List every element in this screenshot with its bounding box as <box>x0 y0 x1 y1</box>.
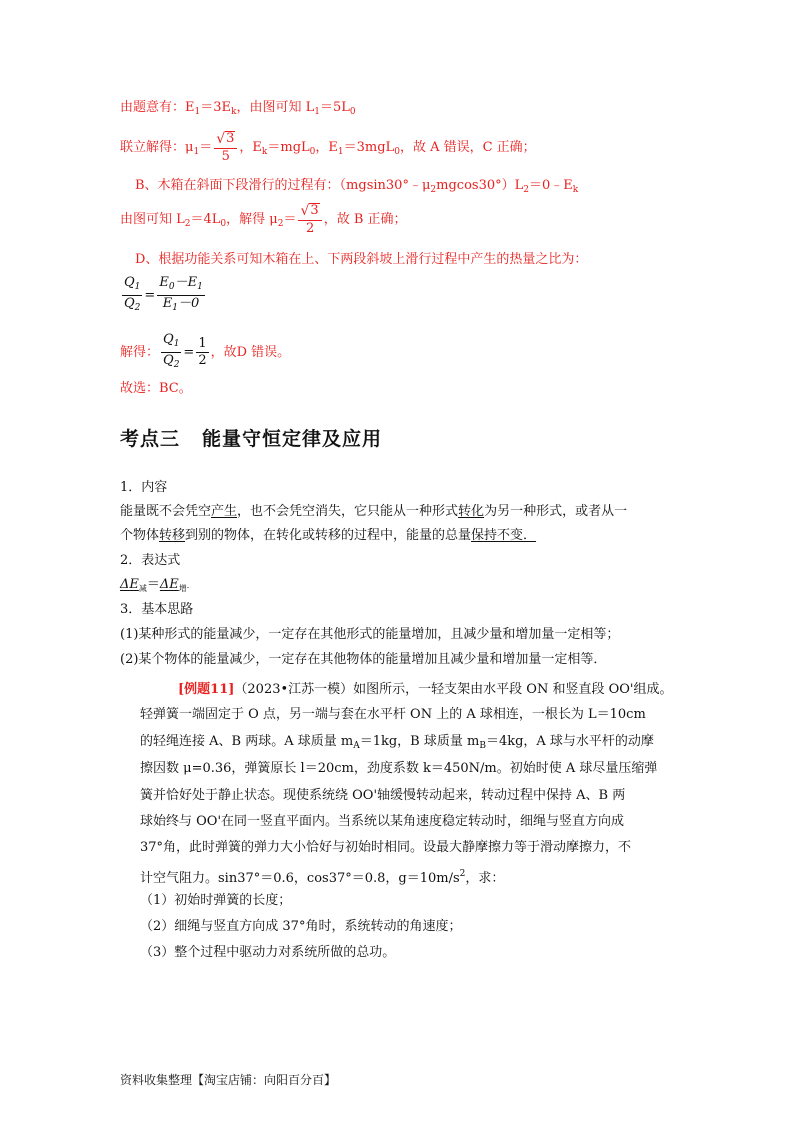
example-line-6: 球始终与 OO'在同一竖直平面内。当系统以某角速度稳定转动时，细绳与竖直方向成 <box>140 814 625 829</box>
solution-line-5: D、根据功能关系可知木箱在上、下两段斜坡上滑行过程中产生的热量之比为： <box>135 252 588 267</box>
section-label: 考点三 <box>120 428 181 450</box>
example-line-4: 擦因数 μ=0.36，弹簧原长 l＝20cm，劲度系数 k＝450N/m。初始时使 A 球尽量压缩弹 <box>140 761 658 776</box>
content-paragraph-line-2: 个物体转移到别的物体，在转化或转移的过程中，能量的总量保持不变． <box>120 528 537 543</box>
content-heading-3: 3．基本思路 <box>120 602 194 617</box>
example-line-5: 簧并恰好处于静止状态。现使系统绕 OO'轴缓慢转动起来，转动过程中保持 A、B 两 <box>140 788 626 803</box>
example-tag: [例题11] <box>178 682 235 697</box>
section-heading <box>120 424 382 451</box>
question-3: （3）整个过程中驱动力对系统所做的总功。 <box>140 945 396 960</box>
example-line-1: [例题11]（2023•江苏一模）如图所示，一轻支架由水平段 ON 和竖直段 OO'组成。 <box>178 682 673 697</box>
list-item: (2)某个物体的能量减少，一定存在其他物体的能量增加且减少量和增加量一定相等． <box>120 652 607 667</box>
example-line-3: 的轻绳连接 A、B 两球。A 球质量 $m_A=1kg$，B 球质量 $m_B=4kg$，A 球与水平杆的动摩 <box>140 734 654 751</box>
question-1: （1）初始时弹簧的长度； <box>140 893 292 908</box>
solution-line-1: 由题意有：$E_1=3E_k$，由图可知 $L_1=5L_0$ <box>120 100 356 117</box>
question-2: （2）细绳与竖直方向成 37°角时，系统转动的角速度； <box>140 919 462 934</box>
solution-line-7: 解得： $\frac{Q_1}{Q_2}$ = $\frac{1}{2}$ ，故D 错误。 <box>120 332 291 370</box>
example-line-7: 37°角，此时弹簧的弹力大小恰好与初始时相同。设最大静摩擦力等于滑动摩擦力，不 <box>140 840 632 855</box>
solution-line-4: 由图可知 $L_2=4L_0$，解得 $\mu_2=$ √ 3 2 ，故 B 正确； <box>120 202 407 236</box>
section-title: 能量守恒定律及应用 <box>202 428 383 450</box>
solution-line-3: B、木箱在斜面下段滑行的过程有：$(mgsin30^\circ﹣\mu_2mgcos30^\circ)L_2=0﹣E_k$ <box>135 178 579 195</box>
solution-line-2: 联立解得：$\mu_1=$ √ 3 5 ，$E_k=mgL_0$，$E_1=3mgL_0$，故 A 错误，C 正确； <box>120 130 536 164</box>
example-line-8: 计空气阻力。sin37°＝0.6，cos37°＝0.8，$g=10m/s^2$，求： <box>140 869 505 886</box>
energy-expression: $\Delta E_减=\Delta E_增$． <box>120 577 195 593</box>
list-item: (1)某种形式的能量减少，一定存在其他形式的能量增加，且减少量和增加量一定相等； <box>120 627 620 642</box>
content-heading-2: 2．表达式 <box>120 553 181 568</box>
fraction: √ 3 2 <box>298 203 321 237</box>
content-heading-1: 1．内容 <box>120 480 168 495</box>
solution-answer: 故选：BC。 <box>120 381 192 396</box>
content-paragraph-line-1: 能量既不会凭空产生，也不会凭空消失，它只能从一种形式转化为另一种形式，或者从一 <box>120 504 628 519</box>
heat-ratio-equation: $\frac{Q_1}{Q_2}$ = $\frac{E_0-E_1}{E_1-0}$ <box>124 275 203 313</box>
fraction: √ 3 5 <box>214 131 237 165</box>
page-footer: 资料收集整理【淘宝店铺：向阳百分百】 <box>120 1073 337 1087</box>
example-line-2: 轻弹簧一端固定于 O 点，另一端与套在水平杆 ON 上的 A 球相连，一根长为 L＝10cm <box>140 707 646 722</box>
